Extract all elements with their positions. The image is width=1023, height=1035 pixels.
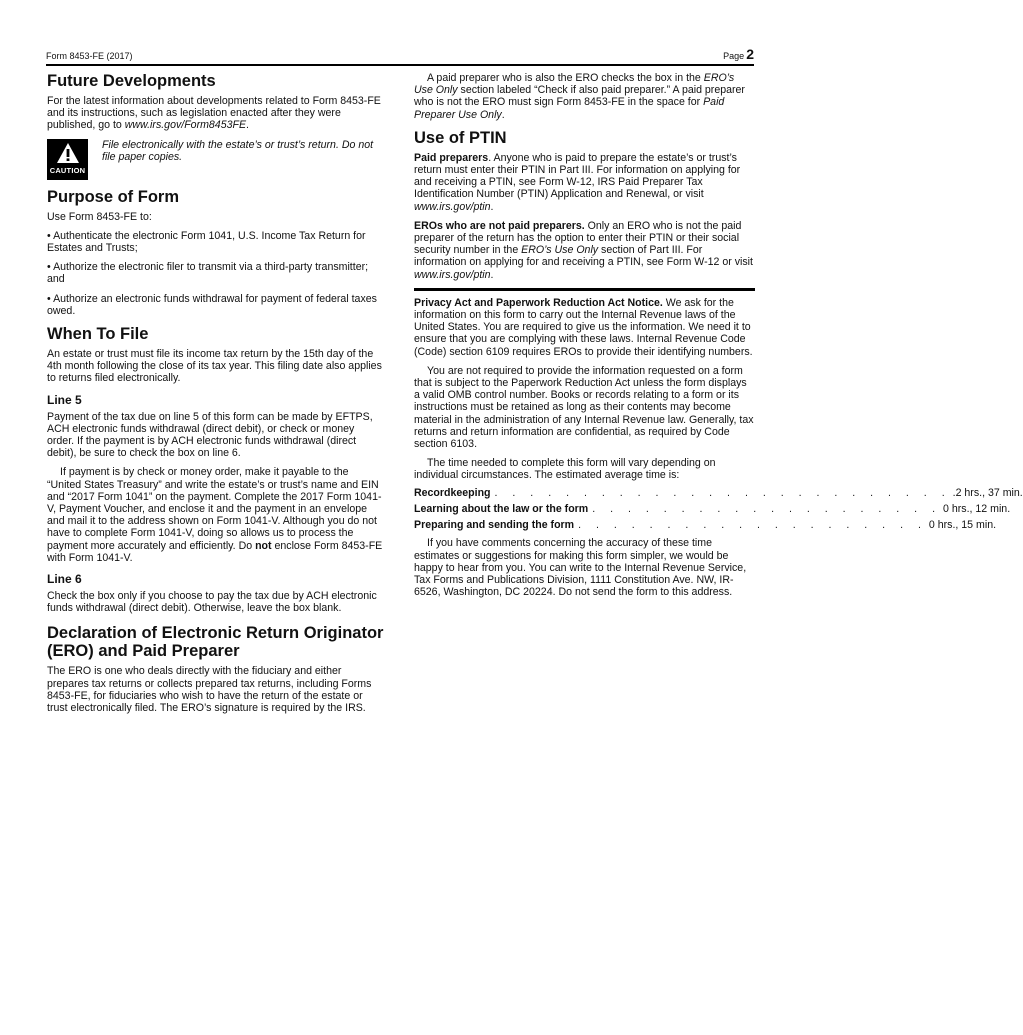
right-column [414, 72, 1023, 605]
purpose-intro: Use Form 8453-FE to: [47, 210, 152, 223]
time-estimate-row: Preparing and sending the form . . . . . . . . . . . . . . . . . . . . 0 hrs., 15 min. [414, 519, 997, 532]
ptin-heading: Use of PTIN [414, 128, 507, 147]
ptin-link[interactable]: www.irs.gov/ptin [414, 200, 491, 213]
caution-text: File electronically with the estate’s or trust’s return. Do not file paper copies. [102, 138, 374, 163]
privacy-text-3: The time needed to complete this form will vary depending on individual circumstances. The estimated average time is: [414, 457, 716, 482]
time-estimate-row: Recordkeeping . . . . . . . . . . . . . . . . . . . . . . . . . . .2 hrs., 37 min. [414, 486, 1023, 499]
left-column [47, 72, 384, 721]
form8453fe-link[interactable]: www.irs.gov/Form8453FE [124, 119, 247, 132]
page-header [46, 46, 754, 66]
purpose-bullet: • Authenticate the electronic Form 1041, U.S. Income Tax Return for Estates and Trusts; [47, 229, 366, 255]
declaration-text-2: A paid preparer who is also the ERO checks the box in the ERO’s Use Only section labeled “Check if also paid preparer.” A paid preparer who is not the ERO must sign Form 8453-FE in the space for Paid Preparer Use Only. [414, 72, 745, 121]
when-to-file-heading: When To File [47, 325, 149, 344]
when-to-file-text: An estate or trust must file its income tax return by the 15th day of the 4th month following the close of its tax year. This filing date also applies to returns filed electronically. [47, 348, 382, 385]
warning-triangle-icon [56, 142, 80, 164]
purpose-heading: Purpose of Form [47, 187, 180, 206]
caution-notice [47, 139, 384, 180]
line6-heading: Line 6 [47, 572, 82, 587]
form-id: Form 8453-FE (2017) [46, 51, 133, 61]
ptin-link[interactable]: www.irs.gov/ptin [414, 268, 491, 281]
line6-text: Check the box only if you choose to pay the tax due by ACH electronic funds withdrawal (direct debit). Otherwise, leave the box blank. [47, 590, 377, 615]
privacy-notice: Privacy Act and Paperwork Reduction Act Notice. We ask for the information on this form to carry out the Internal Revenue laws of the United States. You are required to give us the information. We need it to ensure that you are complying with these laws. Internal Revenue Code (Code) section 6109 requires EROs to provide their identifying numbers. [414, 296, 753, 358]
page-number: Page 2 [723, 46, 754, 62]
line5-text-2: If payment is by check or money order, make it payable to the “United States Treasury” and write the estate’s or trust’s name and EIN and “2017 Form 1041” on the payment. Complete the 2017 Form 1041-V, Payment Voucher, and enclose it and the payment in an envelope and mail it to the address shown on Form 1041-V. Although you do not have to complete Form 1041-V, doing so allows us to process the payment more accurately and efficiently. Do not enclose Form 8453-FE with Form 1041-V. [47, 466, 383, 564]
privacy-text-4: If you have comments concerning the accuracy of these time estimates or suggestions for making this form simpler, we would be happy to hear from you. You can write to the Internal Revenue Service, Tax Forms and Publications Division, 1111 Constitution Ave. NW, IR-6526, Washington, DC 20224. Do not send the form to this address. [414, 537, 747, 599]
line5-text: Payment of the tax due on line 5 of this form can be made by EFTPS, ACH electronic funds withdrawal (direct debit), or check or money order. If the payment is by ACH electronic funds withdrawal (direct debit), be sure to check the box on line 6. [47, 410, 373, 460]
declaration-heading: Declaration of Electronic Return Originator (ERO) and Paid Preparer [47, 624, 384, 661]
ptin-paid-preparers: Paid preparers. Anyone who is paid to prepare the estate’s or trust’s return must enter their PTIN in Part III. For information on applying for and receiving a PTIN, see Form W-12, IRS Paid Preparer Tax Identification Number (PTIN) Application and Renewal, or visit www.irs.gov/ptin. [414, 151, 741, 213]
section-divider [414, 288, 755, 291]
privacy-text-2: You are not required to provide the information requested on a form that is subject to the Paperwork Reduction Act unless the form displays a valid OMB control number. Books or records relating to a form or its instructions must be retained as long as their contents may become material in the administration of any Internal Revenue law. Generally, tax returns and return information are confidential, as required by Code section 6103. [414, 364, 754, 451]
caution-icon: CAUTION [47, 139, 88, 180]
future-developments-text: For the latest information about developments related to Form 8453-FE and its instructions, such as legislation enacted after they were published, go to www.irs.gov/Form8453FE. [47, 95, 381, 132]
purpose-bullet: • Authorize an electronic funds withdrawal for payment of federal taxes owed. [47, 292, 377, 317]
time-estimate-row: Learning about the law or the form . . . . . . . . . . . . . . . . . . . . 0 hrs., 12 min. [414, 502, 1011, 515]
future-developments-heading: Future Developments [47, 72, 216, 90]
ptin-eros: EROs who are not paid preparers. Only an ERO who is not the paid preparer of the return has the option to enter their PTIN or their social security number in the ERO’s Use Only section of Part III. For information on applying for and receiving a PTIN, see Form W-12 or visit www.irs.gov/ptin. [414, 219, 753, 281]
declaration-text: The ERO is one who deals directly with the fiduciary and either prepares tax returns or collects prepared tax returns, including Forms 8453-FE, for fiduciaries who wish to have the return of the estate or trust electronically filed. The ERO’s signature is required by the IRS. [47, 665, 372, 715]
purpose-bullet: • Authorize the electronic filer to transmit via a third-party transmitter; and [47, 261, 369, 286]
line5-heading: Line 5 [47, 392, 82, 407]
